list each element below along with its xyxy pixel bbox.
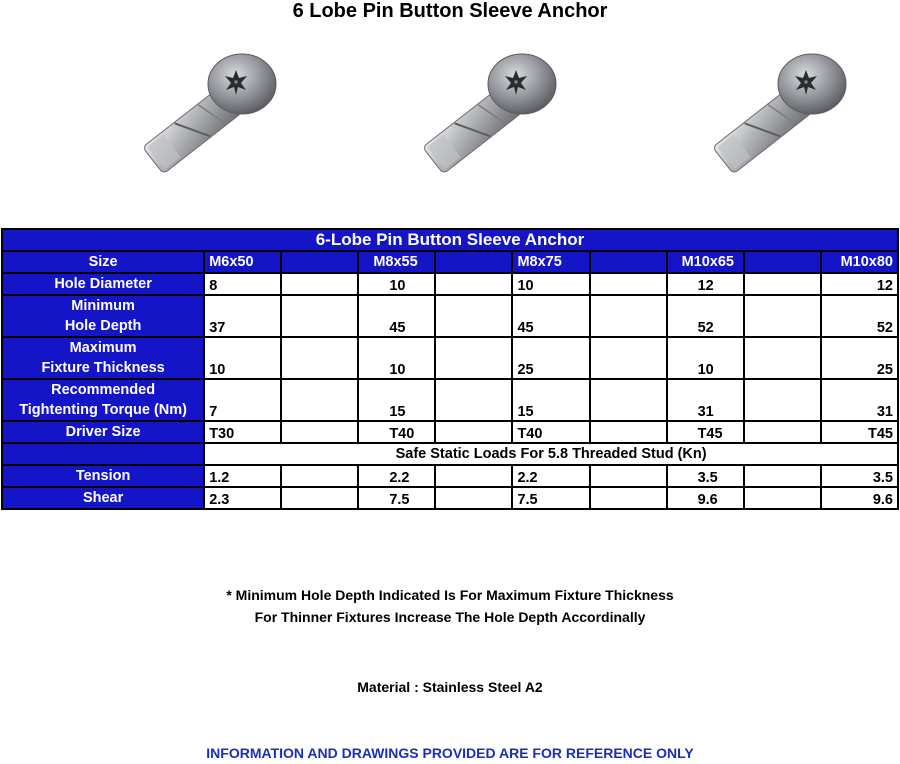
value-cell: 12 [821, 273, 898, 295]
value-cell: 1.2 [204, 465, 281, 487]
page-title: 6 Lobe Pin Button Sleeve Anchor [292, 0, 608, 22]
value-cell: 10 [358, 337, 435, 379]
anchor-image-3 [688, 44, 858, 194]
size-cell: M10x65 [667, 251, 744, 273]
value-cell: 52 [821, 295, 898, 337]
value-cell: 15 [358, 379, 435, 421]
value-cell: 10 [512, 273, 589, 295]
size-cell: M10x80 [821, 251, 898, 273]
value-cell: 10 [358, 273, 435, 295]
value-cell: T45 [667, 421, 744, 443]
table-title: 6-Lobe Pin Button Sleeve Anchor [2, 229, 898, 251]
value-cell: T40 [358, 421, 435, 443]
value-cell: 8 [204, 273, 281, 295]
size-cell: M8x55 [358, 251, 435, 273]
value-cell: 25 [821, 337, 898, 379]
row-label: Minimum Hole Depth [2, 295, 204, 337]
table-row [2, 421, 898, 443]
hole-depth-note [0, 584, 900, 628]
value-cell: 2.2 [512, 465, 589, 487]
value-cell: 25 [512, 337, 589, 379]
value-cell: 31 [821, 379, 898, 421]
table-row [2, 379, 898, 421]
size-cell: M8x75 [512, 251, 589, 273]
spec-table [1, 228, 899, 510]
value-cell: 3.5 [821, 465, 898, 487]
row-label: Hole Diameter [2, 273, 204, 295]
value-cell: 52 [667, 295, 744, 337]
value-cell: 10 [204, 337, 281, 379]
value-cell: 15 [512, 379, 589, 421]
row-label: Driver Size [2, 421, 204, 443]
value-cell: 45 [512, 295, 589, 337]
value-cell: 7 [204, 379, 281, 421]
row-label: Shear [2, 487, 204, 509]
value-cell: 2.3 [204, 487, 281, 509]
size-label: Size [2, 251, 204, 273]
table-row [2, 337, 898, 379]
disclaimer: INFORMATION AND DRAWINGS PROVIDED ARE FOR REFERENCE ONLY [206, 745, 694, 761]
value-cell: 37 [204, 295, 281, 337]
row-label: Maximum Fixture Thickness [2, 337, 204, 379]
value-cell: 12 [667, 273, 744, 295]
value-cell: 7.5 [358, 487, 435, 509]
table-row [2, 465, 898, 487]
value-cell: 10 [667, 337, 744, 379]
table-row [2, 487, 898, 509]
value-cell: 45 [358, 295, 435, 337]
anchor-image-1 [118, 44, 288, 194]
value-cell: T30 [204, 421, 281, 443]
anchor-image-2 [398, 44, 568, 194]
safe-loads-heading: Safe Static Loads For 5.8 Threaded Stud (Kn) [204, 443, 898, 465]
size-cell: M6x50 [204, 251, 281, 273]
value-cell: 9.6 [667, 487, 744, 509]
value-cell: 2.2 [358, 465, 435, 487]
size-row [2, 251, 898, 273]
value-cell: 31 [667, 379, 744, 421]
value-cell: T45 [821, 421, 898, 443]
value-cell: 3.5 [667, 465, 744, 487]
table-row [2, 295, 898, 337]
value-cell: 7.5 [512, 487, 589, 509]
material-note: Material : Stainless Steel A2 [357, 679, 543, 695]
note-line-1: * Minimum Hole Depth Indicated Is For Maximum Fixture Thickness [226, 587, 674, 603]
value-cell: T40 [512, 421, 589, 443]
value-cell: 9.6 [821, 487, 898, 509]
row-label: Tension [2, 465, 204, 487]
row-label: Recommended Tightenting Torque (Nm) [2, 379, 204, 421]
table-row [2, 273, 898, 295]
note-line-2: For Thinner Fixtures Increase The Hole Depth Accordinally [254, 609, 646, 625]
